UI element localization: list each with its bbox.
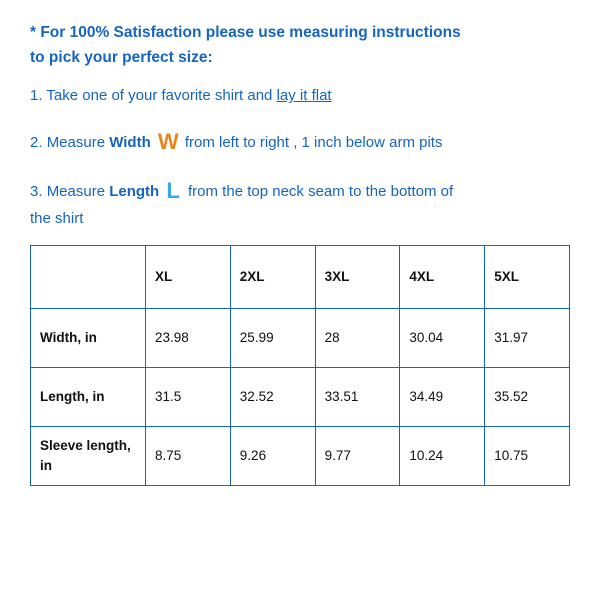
step-2-number: 2. [30,134,43,152]
cell-width-2xl: 25.99 [230,308,315,367]
cell-sleeve-3xl: 9.77 [315,426,400,485]
column-header-5xl: 5XL [485,245,570,308]
step-1-number: 1. [30,87,43,105]
step-1 [30,84,574,108]
row-label-length: Length, in [31,367,146,426]
step-2-keyword: Width [109,134,151,152]
cell-length-3xl: 33.51 [315,367,400,426]
cell-length-2xl: 32.52 [230,367,315,426]
table-corner-cell [31,245,146,308]
column-header-xl: XL [146,245,231,308]
step-3 [30,171,574,230]
cell-length-4xl: 34.49 [400,367,485,426]
step-3-text-post2: the shirt [30,209,84,227]
cell-sleeve-5xl: 10.75 [485,426,570,485]
cell-length-xl: 31.5 [146,367,231,426]
cell-width-4xl: 30.04 [400,308,485,367]
column-header-3xl: 3XL [315,245,400,308]
column-header-4xl: 4XL [400,245,485,308]
step-3-text-post: from the top neck seam to the bottom of [188,183,454,201]
cell-sleeve-xl: 8.75 [146,426,231,485]
intro-text [30,20,574,70]
step-1-emphasis: lay it flat [276,87,332,105]
length-marker-icon: L [166,178,180,204]
cell-sleeve-2xl: 9.26 [230,426,315,485]
width-marker-icon: W [157,129,178,155]
intro-line-1: * For 100% Satisfaction please use measuring instructions [30,24,461,41]
table-row [31,308,570,367]
step-3-keyword: Length [109,183,160,201]
intro-line-2: to pick your perfect size: [30,49,213,67]
step-2 [30,122,574,157]
cell-width-5xl: 31.97 [485,308,570,367]
table-row [31,426,570,485]
step-3-text-pre: Measure [46,183,110,201]
table-header-row [31,245,570,308]
step-1-text: Take one of your favorite shirt and [46,87,277,105]
row-label-width: Width, in [31,308,146,367]
cell-sleeve-4xl: 10.24 [400,426,485,485]
row-label-sleeve-length: Sleeve length, in [31,426,146,485]
column-header-2xl: 2XL [230,245,315,308]
cell-width-xl: 23.98 [146,308,231,367]
cell-width-3xl: 28 [315,308,400,367]
size-chart-table [30,245,570,486]
table-row [31,367,570,426]
cell-length-5xl: 35.52 [485,367,570,426]
step-2-text-post: from left to right , 1 inch below arm pits [184,134,443,152]
step-3-number: 3. [30,183,43,201]
step-2-text-pre: Measure [46,134,110,152]
